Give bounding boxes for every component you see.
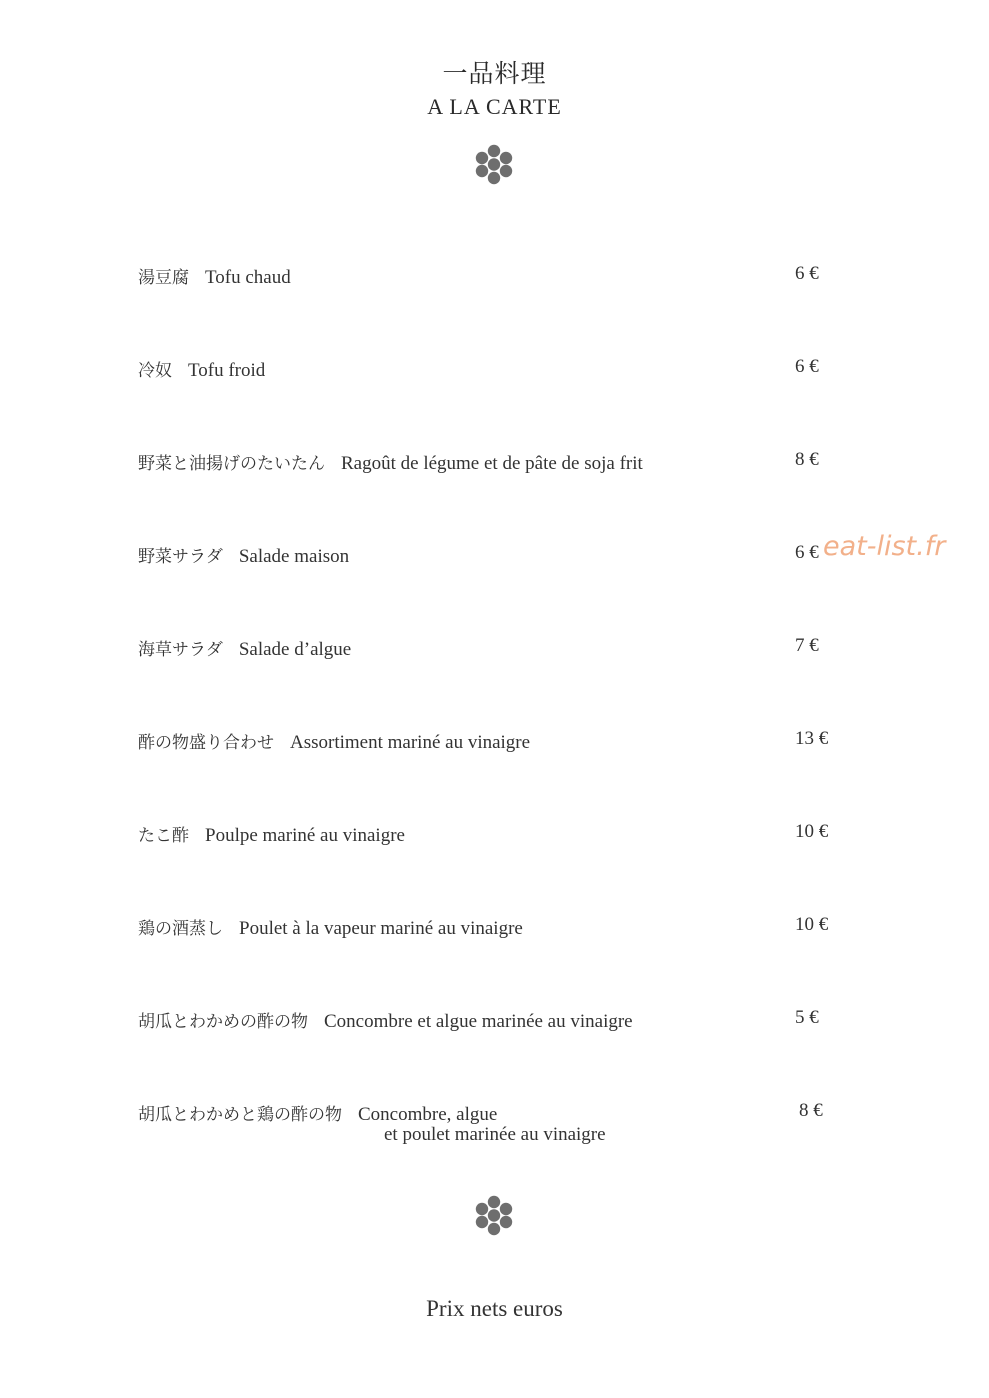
dish-price: 10 € [795, 821, 829, 842]
menu-item [138, 821, 858, 851]
dish-name-fr: Poulpe mariné au vinaigre [205, 825, 405, 846]
menu-item [138, 914, 858, 944]
dish-name-fr: Poulet à la vapeur mariné au vinaigre [239, 918, 523, 939]
dish-name-fr: Tofu chaud [205, 267, 291, 288]
dish-name-fr: Concombre, algue [358, 1104, 498, 1125]
flower-dots-icon [473, 143, 515, 185]
watermark: eat-list.fr [823, 531, 946, 562]
dish-price: 6 € [795, 263, 819, 284]
dish-price: 6 € [795, 542, 819, 563]
dish-name-fr: Tofu froid [188, 360, 266, 381]
dish-price: 10 € [795, 914, 829, 935]
dish-name-jp: 野菜サラダ [138, 547, 223, 567]
menu-item [138, 635, 858, 665]
dish-name-fr: Ragoût de légume et de pâte de soja frit [341, 453, 643, 474]
dish-name-jp: 海草サラダ [138, 640, 223, 660]
page-title-jp: 一品料理 [442, 59, 547, 88]
dish-price: 5 € [795, 1007, 819, 1028]
menu-item [138, 728, 858, 758]
dish-name-jp: 冷奴 [138, 361, 172, 381]
dish-name-fr: Salade d’algue [238, 639, 352, 660]
dish-name-fr-line2: et poulet marinée au vinaigre [384, 1124, 606, 1145]
dish-name-fr: Salade maison [238, 546, 350, 567]
menu-item [138, 1100, 858, 1152]
dish-price: 6 € [795, 356, 819, 377]
dish-name-jp: 湯豆腐 [138, 268, 189, 288]
dish-name-jp: 野菜と油揚げのたいたん [138, 454, 325, 474]
dish-name-jp: 鶏の酒蒸し [138, 919, 223, 939]
menu-item [138, 1007, 858, 1037]
dish-name-jp: 胡瓜とわかめと鶏の酢の物 [138, 1105, 342, 1125]
price-note: Prix nets euros [426, 1296, 563, 1321]
dish-name-jp: 酢の物盛り合わせ [138, 733, 274, 753]
menu-item [138, 263, 858, 293]
menu-item [138, 449, 858, 479]
dish-name-jp: たこ酢 [138, 826, 189, 846]
dish-price: 8 € [795, 449, 819, 470]
menu-item [138, 542, 858, 572]
dish-name-jp: 胡瓜とわかめの酢の物 [138, 1012, 308, 1032]
dish-name-fr: Concombre et algue marinée au vinaigre [324, 1011, 633, 1032]
dish-price: 13 € [795, 728, 829, 749]
menu-item [138, 356, 858, 386]
dish-price: 8 € [799, 1100, 823, 1121]
dish-price: 7 € [795, 635, 819, 656]
dish-name-fr: Assortiment mariné au vinaigre [290, 732, 531, 753]
flower-dots-icon [473, 1194, 515, 1236]
page-title-fr: A LA CARTE [427, 94, 562, 119]
